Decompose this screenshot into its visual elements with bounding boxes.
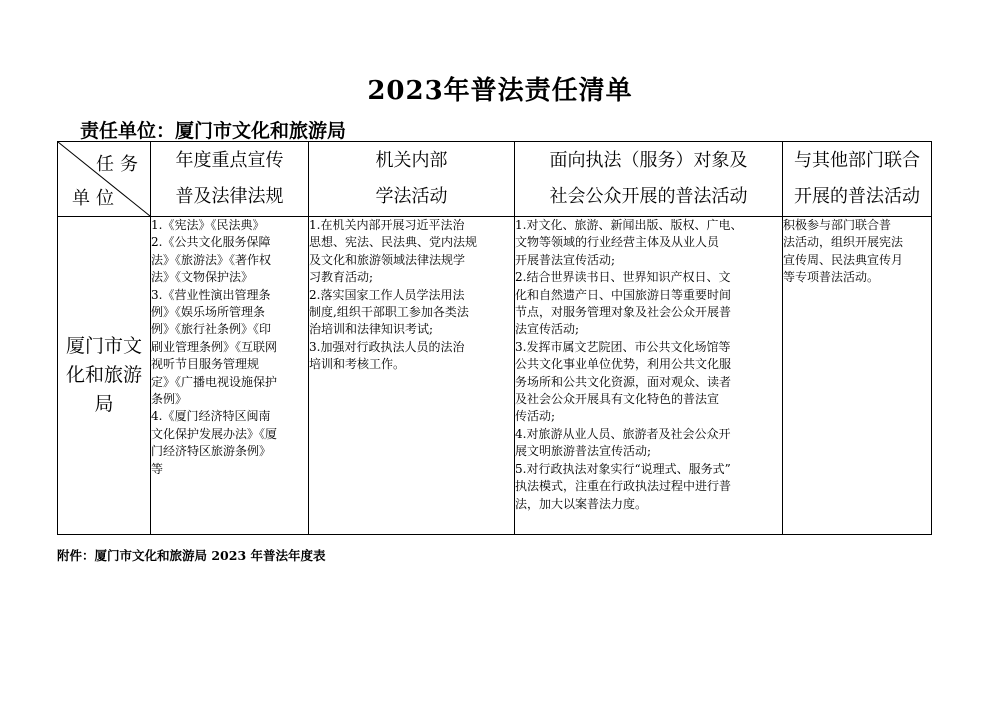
responsibility-table [57, 141, 932, 535]
text-line: 治培训和法律知识考试; [309, 322, 434, 337]
attachment-footnote: 附件：厦门市文化和旅游局 2023 年普法年度表 [57, 548, 326, 563]
responsible-unit-label: 责任单位：厦门市文化和旅游局 [80, 120, 347, 142]
text-line: 传活动; [515, 409, 556, 424]
text-line: 法》《旅游法》《著作权 [151, 252, 272, 267]
text-line: 法》《文物保护法》 [151, 270, 254, 285]
key-laws-cell [151, 217, 309, 535]
text-line: 及社会公众开展具有文化特色的普法宣 [515, 392, 720, 407]
text-line: 视听节目服务管理规 [151, 357, 260, 372]
text-line: 宣传周、民法典宣传月 [783, 252, 904, 267]
page-title: 2023年普法责任清单 [367, 76, 633, 106]
joint-activities-cell [783, 217, 932, 535]
corner-task-label: 任务 [96, 154, 144, 175]
header-joint-activities: 与其他部门联合 开展的普法活动 [783, 142, 932, 217]
text-line: 文化保护发展办法》《厦 [151, 426, 278, 441]
text-line: 执法模式，注重在行政执法过程中进行普 [515, 479, 732, 494]
text-line: 化和自然遗产日、中国旅游日等重要时间 [515, 287, 732, 302]
text-line: 思想、宪法、民法典、党内法规 [309, 235, 478, 250]
text-line: 培训和考核工作。 [309, 357, 406, 372]
text-line: 展文明旅游普法宣传活动; [515, 444, 652, 459]
text-line: 务场所和公共文化资源，面对观众、读者 [515, 374, 732, 389]
text-line: 1.对文化、旅游、新闻出版、版权、广电、 [515, 218, 743, 232]
header-public-activities: 面向执法（服务）对象及 社会公众开展的普法活动 [515, 142, 783, 217]
text-line: 3.《营业性演出管理条 [151, 287, 271, 302]
text-line: 5.对行政执法对象实行“说理式、服务式” [515, 461, 731, 476]
corner-header-cell [58, 142, 151, 217]
text-line: 2.落实国家工作人员学法用法 [309, 287, 465, 302]
text-line: 刷业管理条例》《互联网 [151, 339, 278, 354]
text-line: 4.对旅游从业人员、旅游者及社会公众开 [515, 426, 731, 441]
text-line: 积极参与部门联合普 [783, 218, 892, 232]
text-line: 法，加大以案普法力度。 [515, 496, 648, 511]
text-line: 开展普法宣传活动; [515, 252, 616, 267]
text-line: 2.结合世界读书日、世界知识产权日、文 [515, 270, 731, 285]
corner-unit-label: 单位 [72, 188, 120, 209]
text-line: 3.加强对行政执法人员的法治 [309, 339, 465, 354]
text-line: 4.《厦门经济特区闽南 [151, 409, 271, 424]
header-key-laws: 年度重点宣传 普及法律法规 [151, 142, 309, 217]
text-line: 习教育活动; [309, 270, 374, 285]
text-line: 3.发挥市属文艺院团、市公共文化场馆等 [515, 339, 731, 354]
public-activities-cell [515, 217, 783, 535]
text-line: 文物等领域的行业经营主体及从业人员 [515, 235, 720, 250]
text-line: 节点，对服务管理对象及社会公众开展普 [515, 305, 732, 320]
text-line: 例》《娱乐场所管理条 [151, 305, 266, 320]
table-row [58, 217, 932, 535]
table-header-row [58, 142, 932, 217]
text-line: 等专项普法活动。 [783, 270, 880, 285]
text-line: 等 [151, 461, 164, 476]
text-line: 条例》 [151, 392, 188, 407]
text-line: 公共文化事业单位优势，利用公共文化服 [515, 357, 732, 372]
text-line: 定》《广播电视设施保护 [151, 374, 278, 389]
text-line: 2.《公共文化服务保障 [151, 235, 271, 250]
text-line: 1.在机关内部开展习近平法治 [309, 218, 465, 232]
text-line: 1.《宪法》《民法典》 [151, 218, 265, 232]
unit-name-cell: 厦门市文化和旅游局 [58, 217, 151, 535]
text-line: 制度,组织干部职工参加各类法 [309, 305, 469, 320]
header-internal-study: 机关内部 学法活动 [309, 142, 515, 217]
text-line: 法活动，组织开展宪法 [783, 235, 904, 250]
text-line: 及文化和旅游领域法律法规学 [309, 252, 466, 267]
text-line: 门经济特区旅游条例》 [151, 444, 272, 459]
text-line: 例》《旅行社条例》《印 [151, 322, 272, 337]
text-line: 法宣传活动; [515, 322, 580, 337]
internal-study-cell [309, 217, 515, 535]
